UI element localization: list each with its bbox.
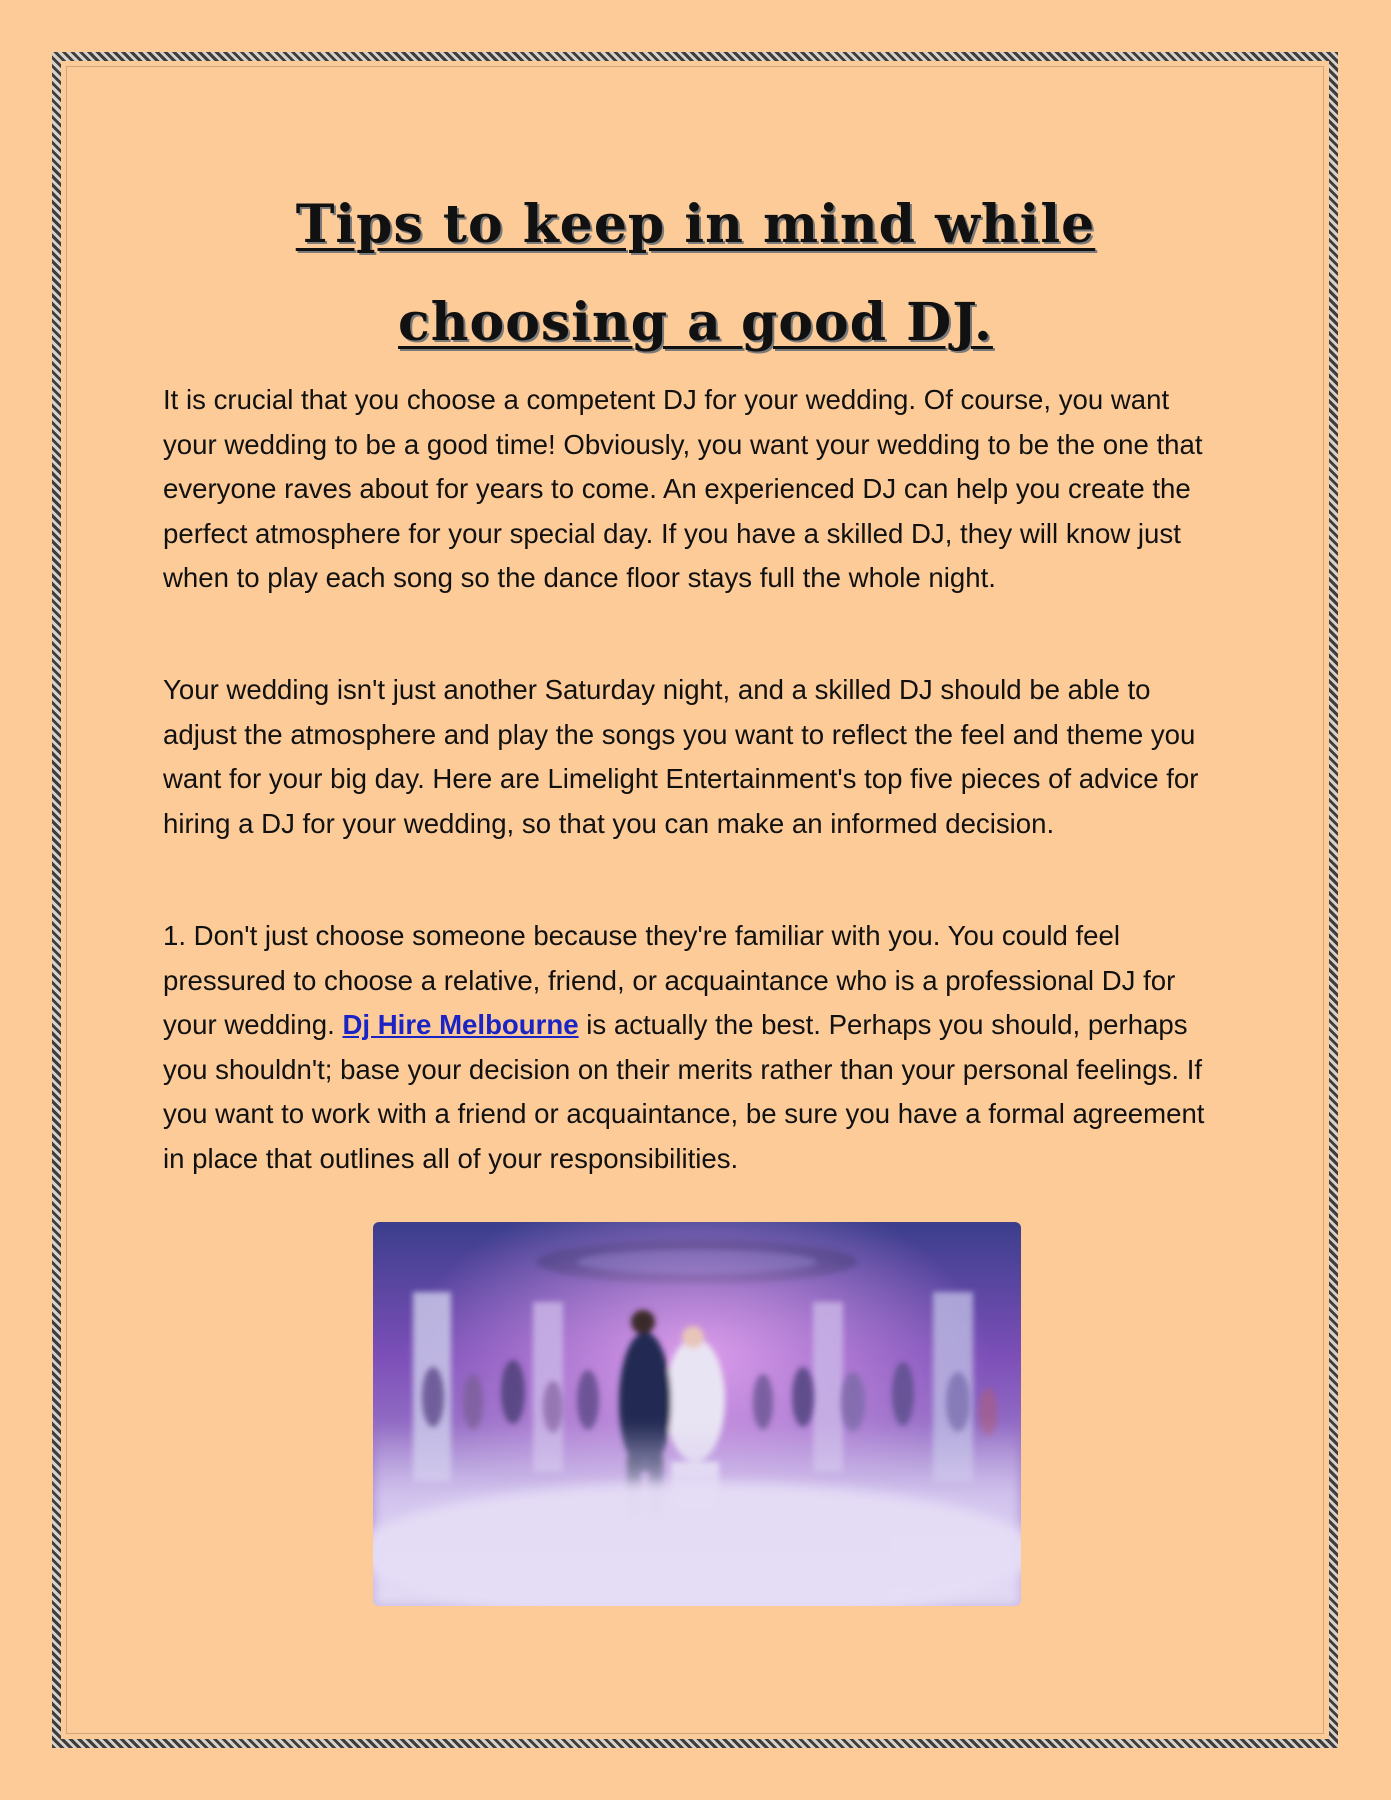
title-line-1: Tips to keep in mind while: [295, 194, 1096, 255]
paragraph-advice-intro: [163, 668, 1223, 846]
paragraph-1-text: It is crucial that you choose a competent DJ for your wedding. Of course, you want your wedding to be a good time! Obviously, you want your wedding to be the one that everyone raves about for years to come. An experienced DJ can help you create the perfect atmosphere for your special day. If you have a skilled DJ, they will know just when to play each song so the dance floor stays full the whole night.: [163, 384, 1203, 594]
document-title: [140, 176, 1251, 372]
paragraph-intro: [163, 378, 1223, 601]
paragraph-tip-1: [163, 914, 1223, 1182]
paragraph-3-text: [163, 914, 1223, 1182]
title-line-2: choosing a good DJ.: [398, 292, 993, 353]
paragraph-2-text: Your wedding isn't just another Saturday night, and a skilled DJ should be able to adjust the atmosphere and play the songs you want to reflect the feel and theme you want for your big day. Here are Limelight Entertainment's top five pieces of advice for hiring a DJ for your wedding, so that you can make an informed decision.: [163, 674, 1199, 839]
wedding-first-dance-photo: [373, 1222, 1021, 1606]
dj-hire-melbourne-link[interactable]: Dj Hire Melbourne: [342, 1009, 579, 1041]
paragraph-3-after-link: is actually the best. Perhaps you should, perhaps you shouldn't; base your decision on their merits rather than your personal feelings. If you want to work with a friend or acquaintance, be sure you have a formal agreement in place that outlines all of your responsibilities.: [163, 1009, 1205, 1174]
paragraph-3-before-link: 1. Don't just choose someone because they're familiar with you. You could feel pressured to choose a relative, friend, or acquaintance who is a professional DJ for your wedding.: [163, 920, 1176, 1041]
